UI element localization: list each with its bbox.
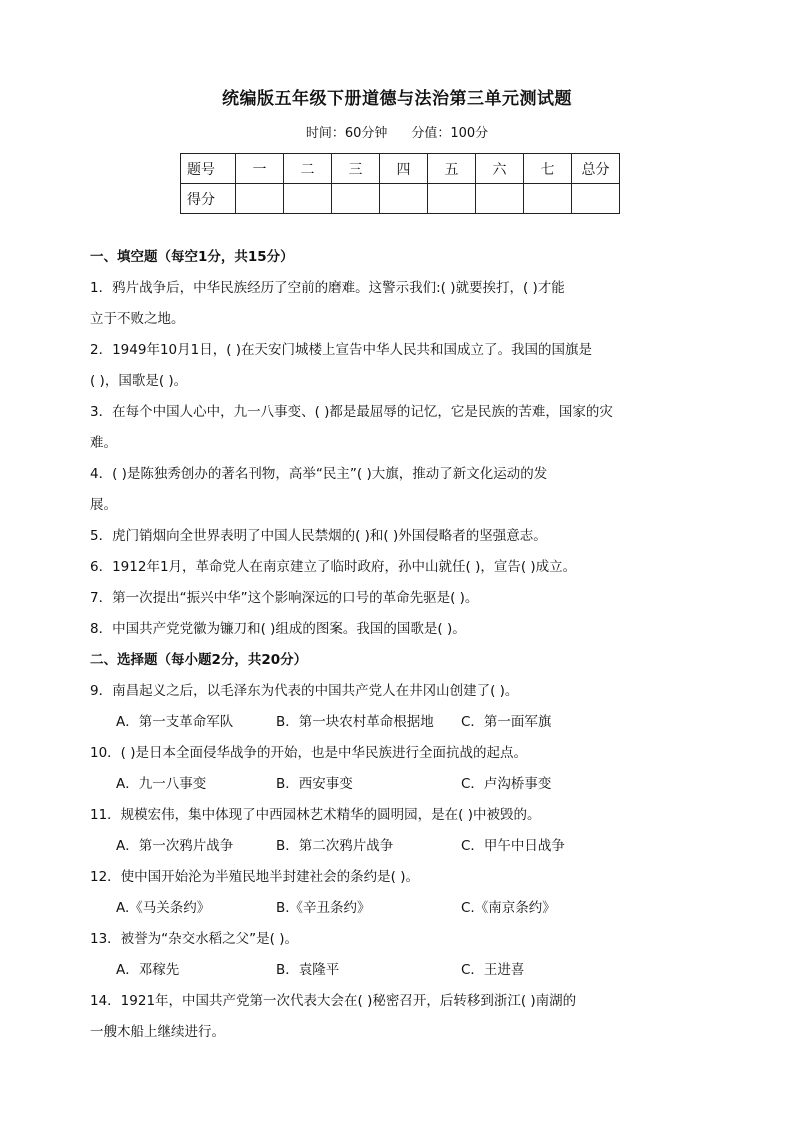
score-table-col: 六 [476,154,524,184]
score-cell[interactable] [332,184,380,214]
option-b[interactable]: B．第一块农村革命根据地 [276,714,434,730]
option-c[interactable]: C．甲午中日战争 [461,838,565,854]
option-c[interactable]: C.《南京条约》 [461,900,556,916]
option-b[interactable]: B．西安事变 [276,776,353,792]
option-c[interactable]: C．卢沟桥事变 [461,776,552,792]
question-line: 7．第一次提出“振兴中华”这个影响深远的口号的革命先驱是( )。 [90,590,479,606]
exam-content [90,246,710,1052]
score-table [180,153,620,214]
score-table-col: 三 [332,154,380,184]
question-line: ( )，国歌是( )。 [90,373,188,389]
option-c[interactable]: C．王进喜 [461,962,525,978]
question-stem: 12．使中国开始沦为半殖民地半封建社会的条约是( )。 [90,869,420,885]
option-row [90,959,710,990]
question-line: 立于不败之地。 [90,311,185,327]
score-table-col: 一 [236,154,284,184]
option-c[interactable]: C．第一面军旗 [461,714,552,730]
score-table-col: 四 [380,154,428,184]
question-line: 8．中国共产党党徽为镰刀和( )组成的图案。我国的国歌是( )。 [90,621,466,637]
exam-time: 时间：60分钟 [305,126,388,141]
score-cell[interactable] [236,184,284,214]
question-line: 难。 [90,435,117,451]
question-line: 6．1912年1月，革命党人在南京建立了临时政府，孙中山就任( )，宣告( )成立。 [90,559,577,575]
option-a[interactable]: A．九一八事变 [116,776,207,792]
page-title: 统编版五年级下册道德与法治第三单元测试题 [222,89,572,109]
option-b[interactable]: B．第二次鸦片战争 [276,838,394,854]
score-cell[interactable] [476,184,524,214]
score-table-header-row [181,154,620,184]
option-b[interactable]: B．袁隆平 [276,962,340,978]
option-a[interactable]: A．第一次鸦片战争 [116,838,234,854]
question-line: 1．鸦片战争后，中华民族经历了空前的磨难。这警示我们:( )就要挨打，( )才能 [90,280,565,296]
question-stem: 10．( )是日本全面侵华战争的开始，也是中华民族进行全面抗战的起点。 [90,745,528,761]
question-stem: 13．被誉为“杂交水稻之父”是( )。 [90,931,298,947]
score-table-col: 二 [284,154,332,184]
question-line: 2．1949年10月1日，( )在天安门城楼上宣告中华人民共和国成立了。我国的国旗是 [90,342,593,358]
exam-score: 分值：100分 [411,126,489,141]
option-row [90,897,710,928]
question-line: 3．在每个中国人心中，九一八事变、( )都是最屈辱的记忆，它是民族的苦难，国家的灾 [90,404,613,420]
option-a[interactable]: A．第一支革命军队 [116,714,234,730]
score-table-score-row [181,184,620,214]
option-a[interactable]: A．邓稼先 [116,962,180,978]
score-cell-total[interactable] [572,184,620,214]
option-a[interactable]: A.《马关条约》 [116,900,211,916]
option-b[interactable]: B.《辛丑条约》 [276,900,371,916]
exam-meta [0,122,794,141]
question-line: 一艘木船上继续进行。 [90,1024,225,1040]
question-line: 14．1921年，中国共产党第一次代表大会在( )秘密召开，后转移到浙江( )南湖的 [90,993,577,1009]
score-cell[interactable] [284,184,332,214]
score-cell[interactable] [524,184,572,214]
score-table-row-label: 得分 [181,184,236,214]
option-row [90,711,710,742]
section-heading: 二、选择题（每小题2分，共20分） [90,652,308,668]
question-stem: 9．南昌起义之后，以毛泽东为代表的中国共产党人在井冈山创建了( )。 [90,683,519,699]
option-row [90,835,710,866]
question-line: 5．虎门销烟向全世界表明了中国人民禁烟的( )和( )外国侵略者的坚强意志。 [90,528,547,544]
score-cell[interactable] [428,184,476,214]
question-stem: 11．规模宏伟，集中体现了中西园林艺术精华的圆明园，是在( )中被毁的。 [90,807,541,823]
question-line: 4．( )是陈独秀创办的著名刊物，高举“民主”( )大旗，推动了新文化运动的发 [90,466,548,482]
question-line: 展。 [90,497,117,513]
section-heading: 一、填空题（每空1分，共15分） [90,249,294,265]
score-table-row-label: 题号 [181,154,236,184]
score-table-total: 总分 [572,154,620,184]
score-table-col: 五 [428,154,476,184]
score-cell[interactable] [380,184,428,214]
score-table-col: 七 [524,154,572,184]
option-row [90,773,710,804]
